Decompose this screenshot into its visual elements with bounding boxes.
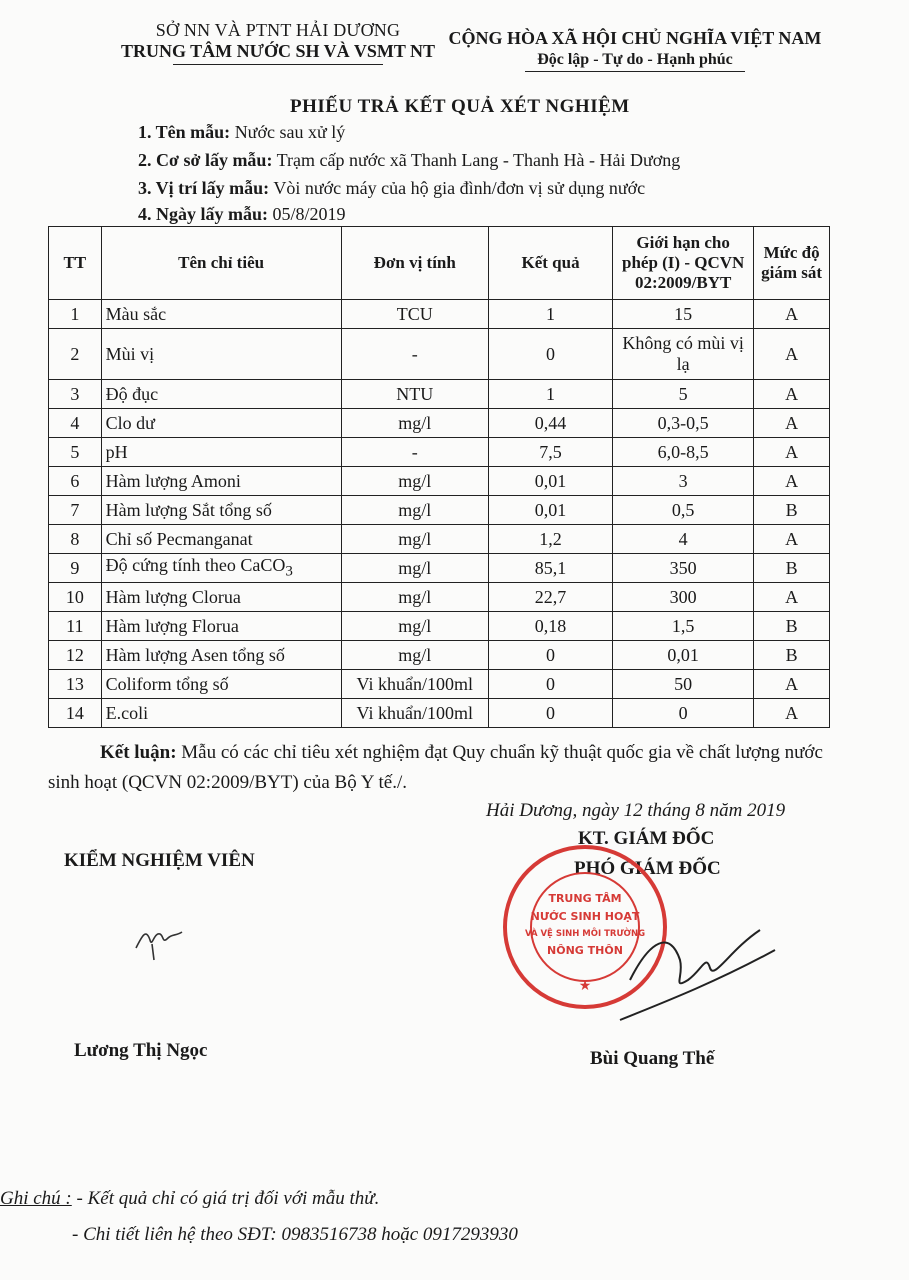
cell-tt: 4 (49, 409, 102, 438)
info-value: 05/8/2019 (272, 204, 346, 224)
cell-level: A (754, 380, 830, 409)
info-sample-location (138, 178, 645, 199)
cell-limit: 50 (613, 670, 754, 699)
info-label: 1. Tên mẫu: (138, 122, 231, 142)
cell-limit: 15 (613, 300, 754, 329)
info-sample-date (138, 204, 346, 225)
cell-tt: 10 (49, 583, 102, 612)
cell-result: 1 (488, 300, 612, 329)
cell-limit: 300 (613, 583, 754, 612)
cell-unit: mg/l (341, 467, 488, 496)
cell-name: Độ đục (101, 380, 341, 409)
cell-tt: 7 (49, 496, 102, 525)
cell-name-subscript: 3 (285, 563, 293, 580)
cell-name: pH (101, 438, 341, 467)
cell-name: Màu sắc (101, 300, 341, 329)
cell-name-text: Độ cứng tính theo CaCO (105, 555, 286, 576)
table-row (49, 583, 830, 612)
cell-unit: Vi khuẩn/100ml (341, 670, 488, 699)
national-header (430, 28, 840, 72)
results-table (48, 226, 830, 728)
national-motto: Độc lập - Tự do - Hạnh phúc (537, 51, 733, 68)
info-label: 4. Ngày lấy mẫu: (138, 204, 268, 224)
seal-line-4: NÔNG THÔN (547, 944, 623, 957)
signer-left-name: Lương Thị Ngọc (74, 1040, 208, 1061)
cell-tt: 11 (49, 612, 102, 641)
cell-tt: 13 (49, 670, 102, 699)
cell-limit: 4 (613, 525, 754, 554)
cell-unit: mg/l (341, 612, 488, 641)
col-header-limit: Giới hạn cho phép (I) - QCVN 02:2009/BYT (613, 227, 754, 300)
seal-line-3: VÀ VỆ SINH MÔI TRƯỜNG (524, 929, 646, 939)
cell-level: A (754, 525, 830, 554)
table-row (49, 438, 830, 467)
cell-result: 0,18 (488, 612, 612, 641)
cell-tt: 2 (49, 329, 102, 380)
cell-tt: 5 (49, 438, 102, 467)
cell-result: 0,44 (488, 409, 612, 438)
info-value: Trạm cấp nước xã Thanh Lang - Thanh Hà - Hải Dương (276, 150, 681, 170)
cell-level: B (754, 612, 830, 641)
cell-name: Coliform tổng số (101, 670, 341, 699)
seal-line-1: TRUNG TÂM (548, 892, 622, 905)
info-label: 2. Cơ sở lấy mẫu: (138, 150, 273, 170)
table-row (49, 612, 830, 641)
signature-right (610, 910, 780, 1030)
cell-limit: 0 (613, 699, 754, 728)
cell-unit: mg/l (341, 641, 488, 670)
cell-limit: 350 (613, 554, 754, 583)
col-header-tt: TT (49, 227, 102, 300)
cell-result: 1 (488, 380, 612, 409)
agency-underline (173, 64, 383, 65)
cell-limit: 0,5 (613, 496, 754, 525)
agency-name: TRUNG TÂM NƯỚC SH VÀ VSMT NT (120, 41, 436, 61)
cell-limit: 1,5 (613, 612, 754, 641)
cell-name: Hàm lượng Sắt tổng số (101, 496, 341, 525)
cell-tt: 3 (49, 380, 102, 409)
cell-name: Mùi vị (101, 329, 341, 380)
cell-unit: - (341, 329, 488, 380)
cell-unit: mg/l (341, 583, 488, 612)
table-header-row (49, 227, 830, 300)
seal-star-icon: ★ (578, 979, 592, 994)
cell-level: A (754, 670, 830, 699)
signer-right-role1: KT. GIÁM ĐỐC (578, 828, 715, 849)
signer-right-role2: PHÓ GIÁM ĐỐC (574, 858, 721, 879)
cell-level: B (754, 554, 830, 583)
signer-right-name: Bùi Quang Thế (590, 1048, 715, 1069)
cell-limit: 0,3-0,5 (613, 409, 754, 438)
cell-level: A (754, 329, 830, 380)
table-row (49, 699, 830, 728)
cell-limit: 0,01 (613, 641, 754, 670)
cell-result: 0,01 (488, 496, 612, 525)
cell-name: Chỉ số Pecmanganat (101, 525, 341, 554)
info-sample-name (138, 122, 345, 143)
col-header-name: Tên chỉ tiêu (101, 227, 341, 300)
table-row (49, 641, 830, 670)
conclusion-text: Mẫu có các chỉ tiêu xét nghiệm đạt Quy chuẩn kỹ thuật quốc gia về chất lượng nước sinh hoạt (QCVN 02:2009/BYT) của Bộ Y tế./. (48, 742, 823, 793)
col-header-result: Kết quả (488, 227, 612, 300)
cell-level: A (754, 438, 830, 467)
cell-unit: TCU (341, 300, 488, 329)
note-line-1 (0, 1188, 379, 1210)
info-value: Vòi nước máy của hộ gia đình/đơn vị sử dụng nước (273, 178, 646, 198)
cell-result: 22,7 (488, 583, 612, 612)
cell-limit: 6,0-8,5 (613, 438, 754, 467)
place-date: Hải Dương, ngày 12 tháng 8 năm 2019 (486, 800, 786, 821)
table-row (49, 670, 830, 699)
cell-result: 85,1 (488, 554, 612, 583)
cell-name: Hàm lượng Amoni (101, 467, 341, 496)
cell-unit: - (341, 438, 488, 467)
cell-result: 0 (488, 329, 612, 380)
note-text-1: - Kết quả chỉ có giá trị đối với mẫu thử. (71, 1188, 380, 1209)
conclusion-label: Kết luận: (100, 742, 177, 763)
cell-level: B (754, 641, 830, 670)
cell-result: 0,01 (488, 467, 612, 496)
cell-level: A (754, 699, 830, 728)
cell-level: A (754, 300, 830, 329)
col-header-level: Mức độ giám sát (754, 227, 830, 300)
national-name: CỘNG HÒA XÃ HỘI CHỦ NGHĨA VIỆT NAM (448, 28, 822, 48)
cell-result: 1,2 (488, 525, 612, 554)
cell-result: 7,5 (488, 438, 612, 467)
table-row (49, 300, 830, 329)
info-label: 3. Vị trí lấy mẫu: (138, 178, 270, 198)
cell-limit: Không có mùi vị lạ (613, 329, 754, 380)
document-title: PHIẾU TRẢ KẾT QUẢ XÉT NGHIỆM (290, 96, 630, 117)
cell-name: Clo dư (101, 409, 341, 438)
agency-parent: SỞ NN VÀ PTNT HẢI DƯƠNG (155, 20, 401, 40)
cell-result: 0 (488, 699, 612, 728)
note-label: Ghi chú : (0, 1188, 72, 1209)
cell-unit: mg/l (341, 409, 488, 438)
info-value: Nước sau xử lý (234, 122, 346, 142)
cell-unit: mg/l (341, 554, 488, 583)
info-sample-site (138, 150, 680, 171)
table-row (49, 496, 830, 525)
agency-header (118, 20, 438, 65)
cell-unit: Vi khuẩn/100ml (341, 699, 488, 728)
cell-limit: 5 (613, 380, 754, 409)
table-row (49, 409, 830, 438)
signature-left (132, 918, 192, 964)
cell-tt: 14 (49, 699, 102, 728)
cell-name (101, 554, 341, 583)
cell-unit: mg/l (341, 525, 488, 554)
table-row (49, 525, 830, 554)
cell-result: 0 (488, 641, 612, 670)
signer-left-role: KIỂM NGHIỆM VIÊN (64, 850, 255, 871)
cell-limit: 3 (613, 467, 754, 496)
cell-level: B (754, 496, 830, 525)
cell-unit: NTU (341, 380, 488, 409)
cell-tt: 12 (49, 641, 102, 670)
table-row (49, 380, 830, 409)
cell-unit: mg/l (341, 496, 488, 525)
cell-tt: 9 (49, 554, 102, 583)
cell-tt: 8 (49, 525, 102, 554)
col-header-unit: Đơn vị tính (341, 227, 488, 300)
seal-line-2: NƯỚC SINH HOẠT (530, 910, 640, 923)
table-row (49, 467, 830, 496)
note-line-2: - Chi tiết liên hệ theo SĐT: 0983516738 hoặc 0917293930 (72, 1224, 518, 1245)
table-row (49, 554, 830, 583)
conclusion (48, 738, 838, 798)
cell-name: Hàm lượng Clorua (101, 583, 341, 612)
motto-underline (525, 71, 745, 72)
cell-name: Hàm lượng Florua (101, 612, 341, 641)
cell-tt: 1 (49, 300, 102, 329)
cell-level: A (754, 583, 830, 612)
table-row (49, 329, 830, 380)
cell-level: A (754, 409, 830, 438)
cell-result: 0 (488, 670, 612, 699)
cell-level: A (754, 467, 830, 496)
cell-name: E.coli (101, 699, 341, 728)
cell-tt: 6 (49, 467, 102, 496)
cell-name: Hàm lượng Asen tổng số (101, 641, 341, 670)
